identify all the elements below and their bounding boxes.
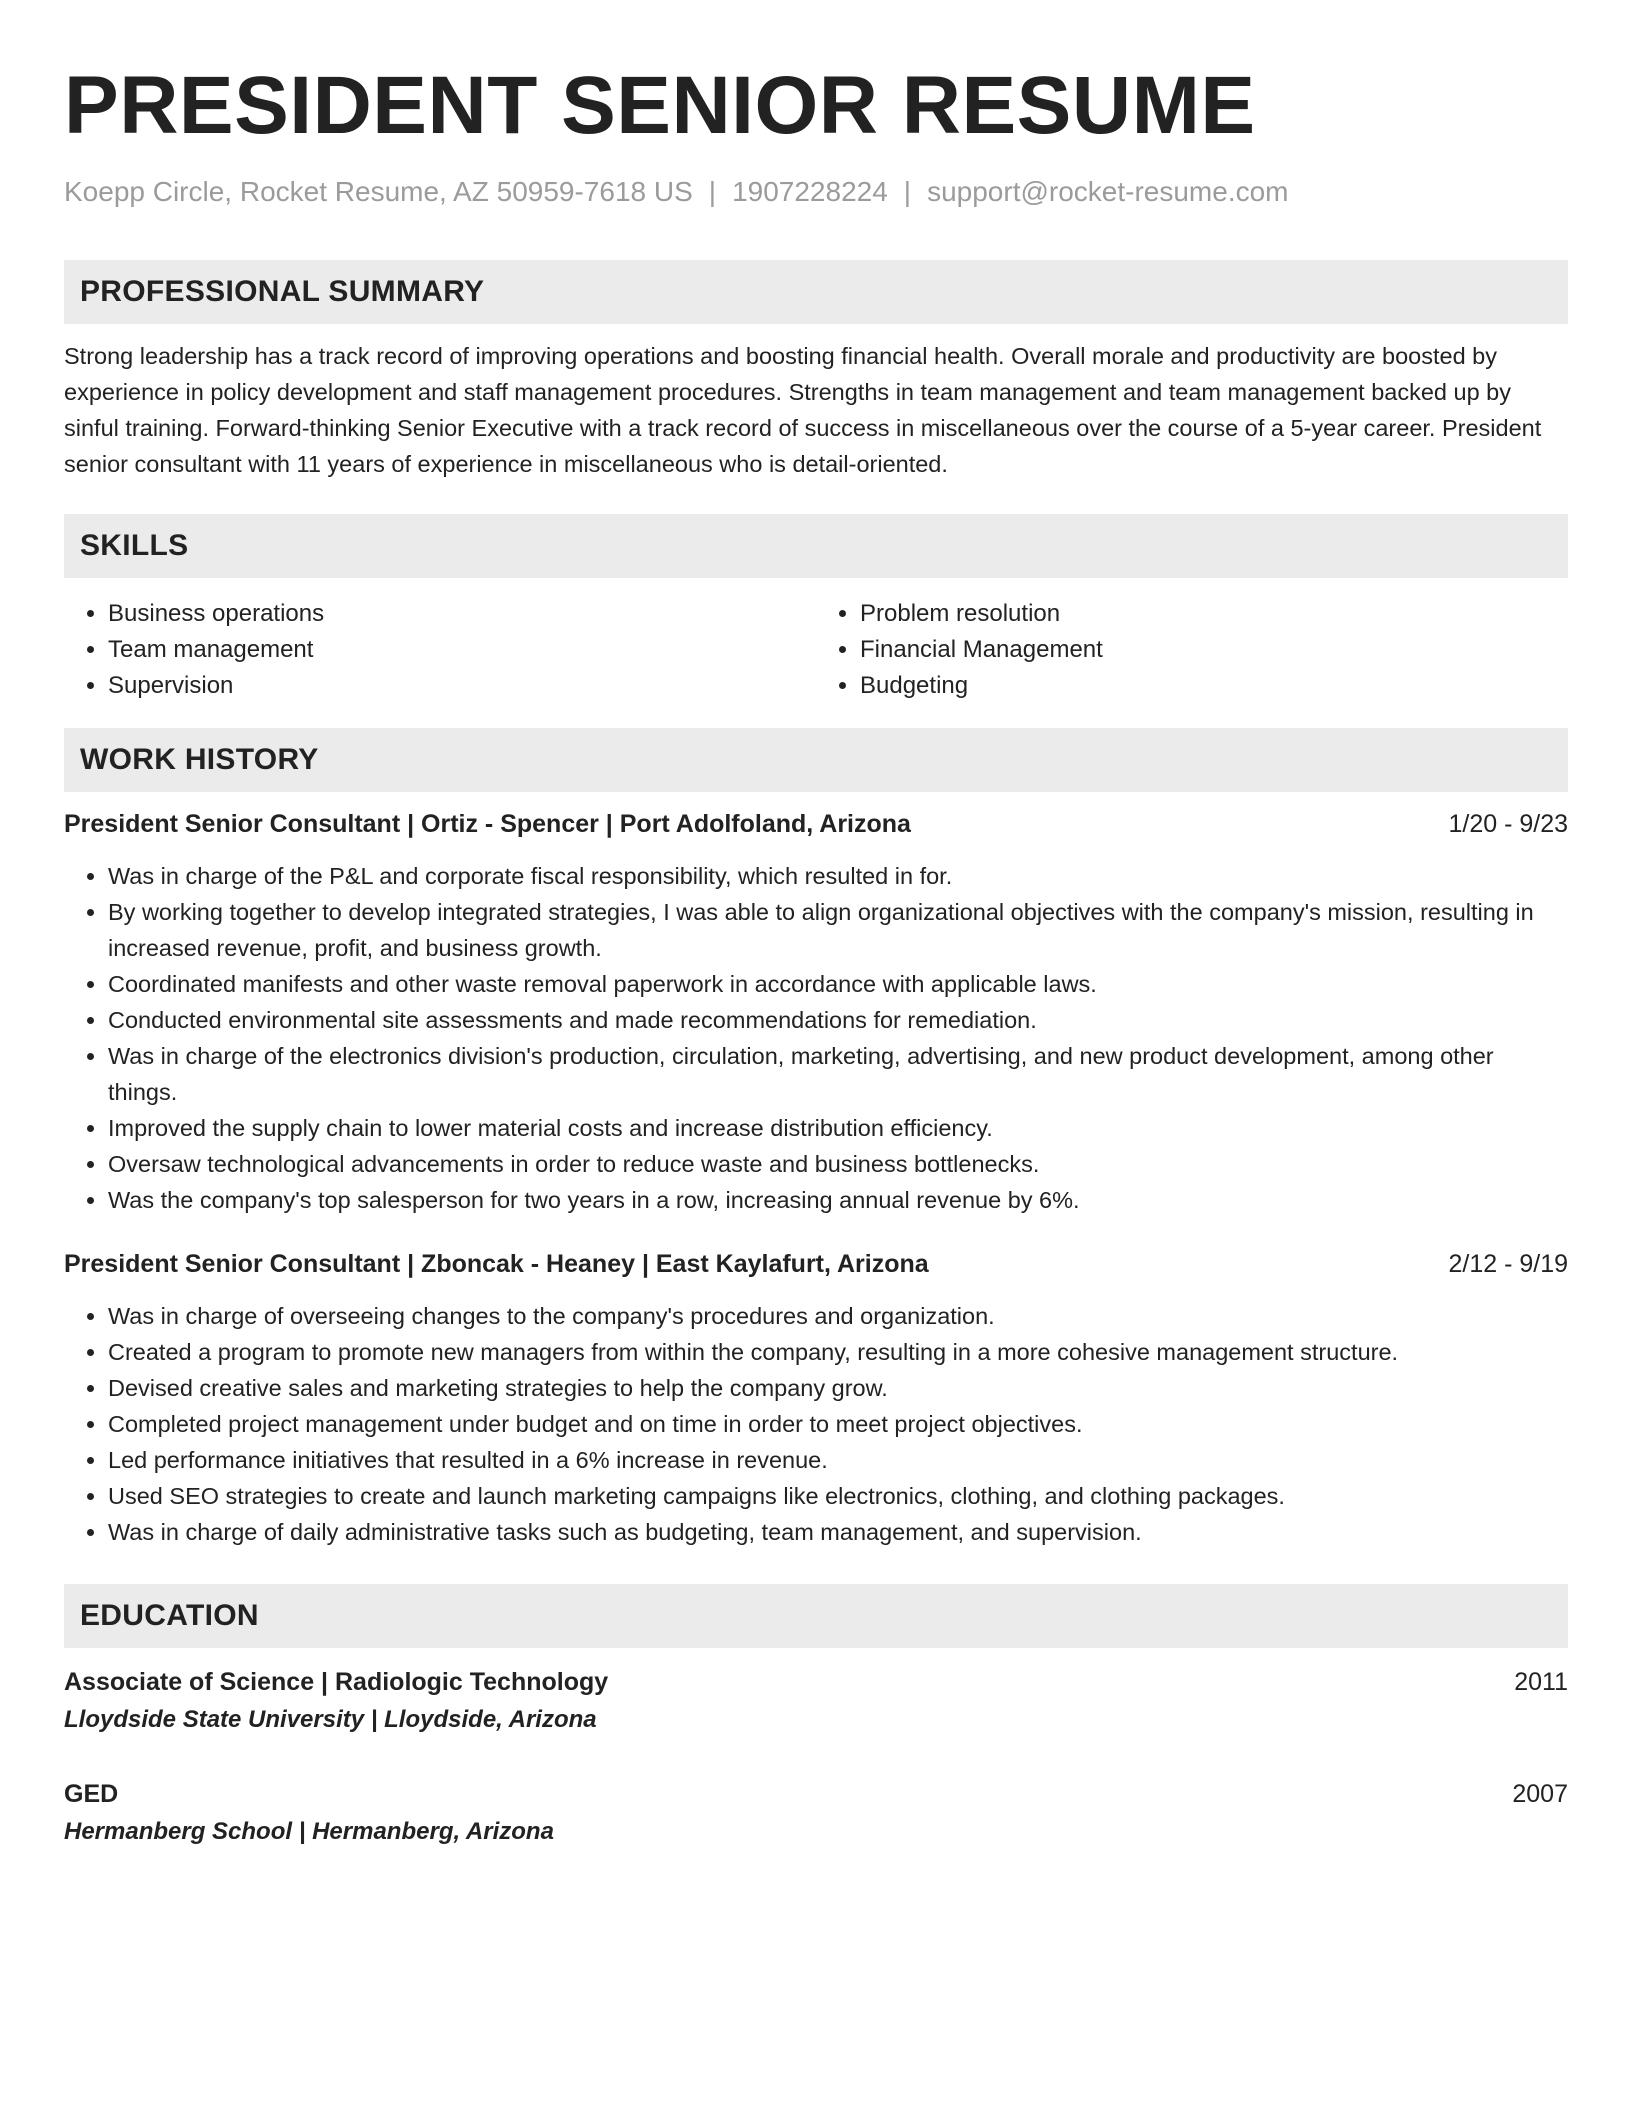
job-title: President Senior Consultant | Zboncak - Heaney | East Kaylafurt, Arizona: [64, 1250, 929, 1278]
education-school: Hermanberg School | Hermanberg, Arizona: [64, 1818, 554, 1845]
job-bullet: • Completed project management under budget and on time in order to meet project objectives.: [108, 1406, 1568, 1442]
skill-item: • Problem resolution: [860, 596, 1568, 632]
job-bullet: • Coordinated manifests and other waste removal paperwork in accordance with applicable laws.: [108, 966, 1568, 1002]
education-year: 2011: [1514, 1668, 1568, 1696]
contact-separator: |: [708, 176, 717, 207]
education-degree: Associate of Science | Radiologic Technology: [64, 1668, 609, 1696]
skill-item: • Business operations: [108, 596, 816, 632]
skills-column-left: [64, 596, 816, 704]
job-dates: 2/12 - 9/19: [1448, 1250, 1568, 1278]
work-history-heading: WORK HISTORY: [64, 728, 1568, 792]
summary-text: Strong leadership has a track record of improving operations and boosting financial health. Overall morale and productivity are boosted by experience in policy development and staff management procedures. Strengths in team management and team management backed up by sinful training. Forward-thinking Senior Executive with a track record of success in miscellaneous over the course of a 5-year career. President senior consultant with 11 years of experience in miscellaneous who is detail-oriented.: [64, 343, 1542, 477]
resume-title: PRESIDENT SENIOR RESUME: [64, 60, 1256, 151]
job-bullet: • Oversaw technological advancements in order to reduce waste and business bottlenecks.: [108, 1146, 1568, 1182]
skill-item: • Team management: [108, 632, 816, 668]
job-bullet: • Was the company's top salesperson for two years in a row, increasing annual revenue by 6%.: [108, 1182, 1568, 1218]
job-bullet: • Led performance initiatives that resulted in a 6% increase in revenue.: [108, 1442, 1568, 1478]
education-header: [64, 1664, 1568, 1700]
job-bullets: [64, 858, 1568, 1218]
job-bullet: • By working together to develop integrated strategies, I was able to align organizational objectives with the company's mission, resulting in increased revenue, profit, and business growth.: [108, 894, 1568, 966]
job-bullet: • Was in charge of overseeing changes to the company's procedures and organization.: [108, 1298, 1568, 1334]
skill-item: • Budgeting: [860, 668, 1568, 704]
education-entry: [64, 1776, 1568, 1852]
contact-line: [64, 174, 1568, 210]
job-entry: [64, 806, 1568, 1218]
skills-heading: SKILLS: [64, 514, 1568, 578]
job-bullet: • Was in charge of daily administrative tasks such as budgeting, team management, and supervision.: [108, 1514, 1568, 1550]
education-entry: [64, 1664, 1568, 1740]
job-bullets: [64, 1298, 1568, 1550]
job-title: President Senior Consultant | Ortiz - Spencer | Port Adolfoland, Arizona: [64, 810, 911, 838]
job-entry: [64, 1246, 1568, 1550]
education-header: [64, 1776, 1568, 1812]
contact-separator: |: [903, 176, 912, 207]
contact-email: support@rocket-resume.com: [927, 176, 1289, 207]
job-header: [64, 806, 1568, 842]
job-header: [64, 1246, 1568, 1282]
education-heading: EDUCATION: [64, 1584, 1568, 1648]
job-bullet: • Conducted environmental site assessments and made recommendations for remediation.: [108, 1002, 1568, 1038]
job-bullet: • Was in charge of the electronics division's production, circulation, marketing, advertising, and new product development, among other things.: [108, 1038, 1568, 1110]
job-bullet: • Used SEO strategies to create and launch marketing campaigns like electronics, clothing, and clothing packages.: [108, 1478, 1568, 1514]
contact-phone: 1907228224: [732, 176, 888, 207]
skill-item: • Financial Management: [860, 632, 1568, 668]
job-bullet: • Devised creative sales and marketing strategies to help the company grow.: [108, 1370, 1568, 1406]
job-bullet: • Was in charge of the P&L and corporate fiscal responsibility, which resulted in for.: [108, 858, 1568, 894]
summary-heading: PROFESSIONAL SUMMARY: [64, 260, 1568, 324]
job-bullet: • Created a program to promote new managers from within the company, resulting in a more cohesive management structure.: [108, 1334, 1568, 1370]
contact-address: Koepp Circle, Rocket Resume, AZ 50959-7618 US: [64, 176, 693, 207]
skills-column-right: [816, 596, 1568, 704]
job-bullet: • Improved the supply chain to lower material costs and increase distribution efficiency.: [108, 1110, 1568, 1146]
education-school: Lloydside State University | Lloydside, Arizona: [64, 1706, 597, 1733]
education-year: 2007: [1512, 1780, 1568, 1808]
skills-list: [64, 596, 1568, 704]
skill-item: • Supervision: [108, 668, 816, 704]
job-dates: 1/20 - 9/23: [1448, 810, 1568, 838]
education-degree: GED: [64, 1780, 119, 1808]
